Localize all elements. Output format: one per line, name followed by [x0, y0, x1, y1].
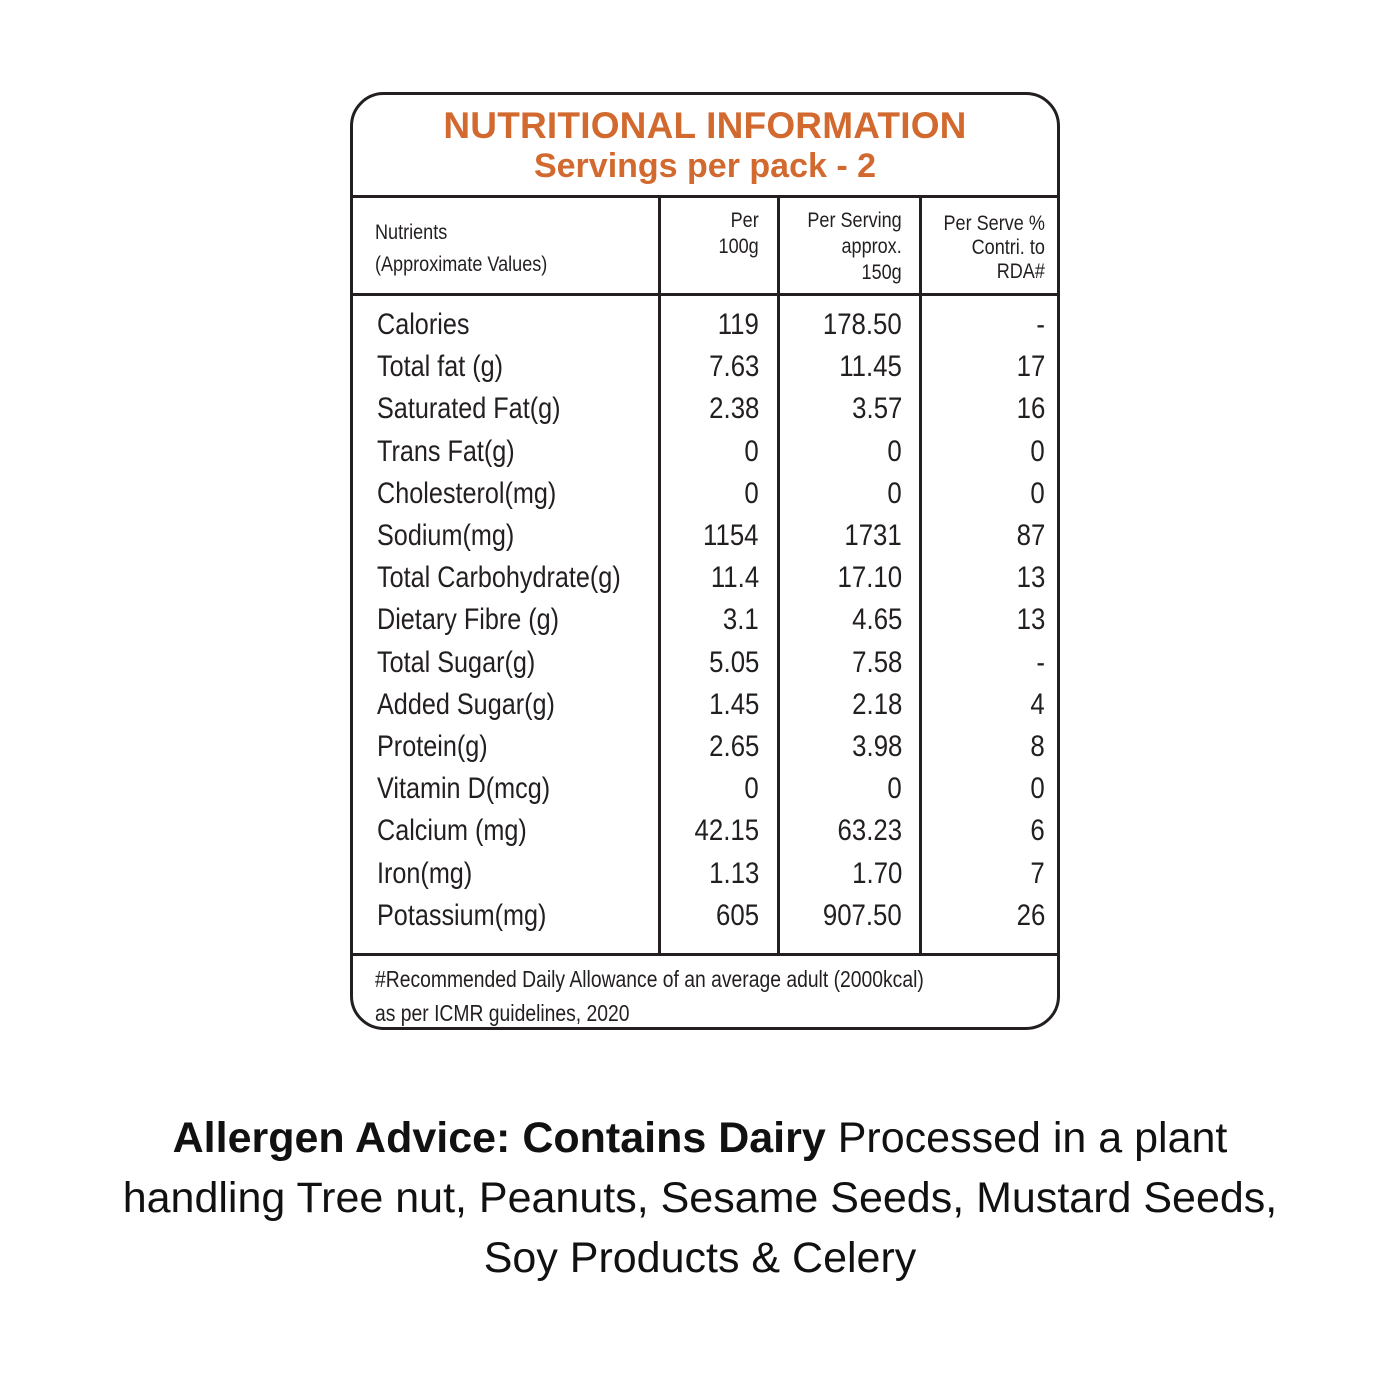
nutrition-label	[350, 92, 1060, 1030]
column-header-rda-line: Contri. to	[971, 236, 1045, 259]
nutrient-name: Total Carbohydrate(g)	[377, 561, 621, 595]
per-100g-value: 1.13	[708, 856, 759, 890]
nutrient-name: Calories	[377, 308, 470, 341]
rda-percent-value: 13	[1016, 603, 1045, 637]
table-row	[353, 431, 1057, 473]
nutrient-name: Saturated Fat(g)	[377, 392, 561, 426]
column-header-per-serving	[808, 208, 902, 286]
table-row	[353, 557, 1057, 599]
rda-percent-value: 16	[1016, 392, 1045, 426]
table-row	[353, 346, 1057, 388]
per-serving-value: 907.50	[823, 898, 902, 932]
allergen-advice	[100, 1108, 1300, 1288]
table-row	[353, 515, 1057, 557]
servings-per-pack: Servings per pack - 2	[533, 147, 877, 185]
per-100g-value: 11.4	[710, 561, 759, 595]
allergen-contains: Contains Dairy	[522, 1114, 826, 1162]
table-row	[353, 853, 1057, 895]
table-row	[353, 388, 1057, 430]
allergen-line	[100, 1108, 1300, 1168]
rda-percent-value: 0	[1030, 476, 1045, 510]
rda-percent-value: 17	[1016, 350, 1045, 384]
per-100g-value: 1.45	[708, 687, 759, 721]
per-100g-value: 5.05	[708, 645, 759, 679]
rda-percent-value: 7	[1030, 856, 1045, 890]
nutrient-name: Trans Fat(g)	[377, 434, 515, 468]
label-footer	[353, 953, 1057, 1030]
per-100g-value: 7.63	[708, 350, 759, 384]
nutrient-name: Cholesterol(mg)	[377, 476, 557, 510]
column-header-nutrients-line: Nutrients	[375, 221, 448, 244]
label-header	[353, 95, 1057, 198]
column-header-per-100g-line: Per	[730, 209, 759, 232]
per-100g-value: 0	[744, 476, 759, 510]
table-row	[353, 642, 1057, 684]
column-header-rda	[944, 212, 1045, 284]
rda-percent-value: 4	[1030, 687, 1045, 721]
rda-percent-value: -	[1036, 645, 1045, 679]
per-serving-value: 0	[887, 772, 902, 806]
per-100g-value: 605	[715, 898, 759, 932]
column-header-nutrients	[375, 220, 547, 278]
column-header-per-serving-line: approx.	[841, 235, 902, 258]
per-serving-value: 1731	[844, 519, 902, 552]
per-serving-value: 7.58	[851, 645, 902, 679]
rda-footnote	[375, 962, 980, 1030]
allergen-line: handling Tree nut, Peanuts, Sesame Seeds, Mustard Seeds,	[122, 1174, 1278, 1222]
table-row	[353, 599, 1057, 641]
per-serving-value: 3.98	[851, 730, 902, 763]
per-serving-value: 4.65	[851, 603, 902, 637]
per-serving-value: 3.57	[851, 392, 902, 426]
per-100g-value: 3.1	[723, 603, 759, 637]
per-serving-value: 11.45	[839, 350, 902, 384]
rda-footnote-line: as per ICMR guidelines, 2020	[375, 1000, 630, 1026]
column-headers	[353, 198, 1057, 296]
rda-percent-value: 87	[1016, 519, 1045, 552]
rda-percent-value: 8	[1030, 730, 1045, 763]
column-header-per-100g-line: 100g	[718, 235, 759, 258]
per-100g-value: 1154	[703, 519, 759, 552]
column-header-per-100g	[719, 208, 759, 260]
nutrient-name: Vitamin D(mcg)	[377, 772, 551, 806]
per-100g-value: 0	[744, 434, 759, 468]
allergen-processed-text: Processed in a plant	[837, 1114, 1228, 1162]
table-row	[353, 684, 1057, 726]
column-header-rda-line: RDA#	[996, 260, 1045, 283]
table-row	[353, 726, 1057, 768]
table-row	[353, 895, 1057, 937]
nutrient-name: Total fat (g)	[377, 350, 504, 384]
nutrient-name: Sodium(mg)	[377, 519, 515, 552]
nutrient-name: Added Sugar(g)	[377, 687, 555, 721]
allergen-label: Allergen Advice:	[172, 1114, 511, 1162]
per-serving-value: 0	[887, 434, 902, 468]
per-serving-value: 63.23	[837, 814, 902, 848]
rda-percent-value: 0	[1030, 772, 1045, 806]
per-serving-value: 178.50	[823, 308, 902, 341]
nutrient-name: Potassium(mg)	[377, 898, 547, 932]
column-header-rda-line: Per Serve %	[943, 212, 1045, 235]
column-header-per-serving-line: Per Serving	[807, 209, 902, 232]
rda-percent-value: 6	[1030, 814, 1045, 848]
column-header-per-serving-line: 150g	[861, 261, 902, 284]
nutrient-name: Calcium (mg)	[377, 814, 527, 848]
rda-footnote-line: #Recommended Daily Allowance of an average adult (2000kcal)	[375, 966, 924, 992]
nutrient-name: Protein(g)	[377, 730, 488, 763]
table-row	[353, 473, 1057, 515]
rda-percent-value: -	[1036, 308, 1045, 341]
nutrient-name: Total Sugar(g)	[377, 645, 536, 679]
column-header-nutrients-line: (Approximate Values)	[375, 253, 548, 276]
table-row	[353, 810, 1057, 852]
per-serving-value: 1.70	[851, 856, 902, 890]
rda-percent-value: 0	[1030, 434, 1045, 468]
allergen-line: Soy Products & Celery	[483, 1234, 917, 1282]
per-100g-value: 119	[717, 308, 759, 341]
nutrient-name: Iron(mg)	[377, 856, 473, 890]
table-row	[353, 304, 1057, 346]
per-100g-value: 42.15	[694, 814, 759, 848]
per-100g-value: 2.38	[708, 392, 759, 426]
per-serving-value: 0	[887, 476, 902, 510]
per-100g-value: 0	[744, 772, 759, 806]
nutrient-name: Dietary Fibre (g)	[377, 603, 560, 637]
table-row	[353, 768, 1057, 810]
rda-percent-value: 13	[1016, 561, 1045, 595]
rda-percent-value: 26	[1016, 898, 1045, 932]
per-serving-value: 17.10	[837, 561, 902, 595]
label-title: NUTRITIONAL INFORMATION	[443, 105, 967, 146]
per-100g-value: 2.65	[708, 730, 759, 763]
per-serving-value: 2.18	[851, 687, 902, 721]
